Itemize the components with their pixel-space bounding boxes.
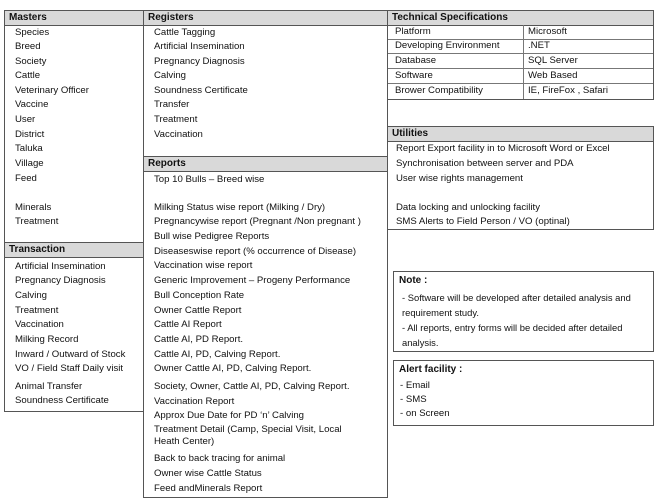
reports-item: Milking Status wise report (Milking / Dry) [154,202,326,213]
spec-value: Web Based [528,70,578,81]
masters-item: Vaccine [15,99,49,110]
reports-item: Feed andMinerals Report [154,483,263,494]
reports-item: Generic Improvement – Progeny Performance [154,275,351,286]
masters-item: Feed [15,173,37,184]
masters-item: Treatment [15,216,59,227]
reports-item: Owner Cattle Report [154,305,242,316]
masters-item: Cattle [15,70,41,81]
masters-item: User [15,114,36,125]
transaction-item: Vaccination [15,319,64,330]
table-row [388,54,653,69]
utilities-item: SMS Alerts to Field Person / VO (optinal) [396,216,570,227]
note-title: Note : [399,275,428,286]
note-panel [393,271,654,352]
reports-item: Pregnancywise report (Pregnant /Non pregnant ) [154,216,361,227]
utilities-item: Synchronisation between server and PDA [396,158,574,169]
registers-item: Cattle Tagging [154,27,216,38]
utilities-item: User wise rights management [396,173,523,184]
spec-value: IE, FireFox , Safari [528,85,608,96]
transaction-panel [4,242,144,412]
masters-item: Veterinary Officer [15,85,89,96]
reports-item: Cattle AI, PD Report. [154,334,244,345]
spec-label: Brower Compatibility [395,85,483,96]
reports-item: Treatment Detail (Camp, Special Visit, Local Heath Center) [154,424,342,447]
transaction-item: Pregnancy Diagnosis [15,275,106,286]
masters-item: Breed [15,41,41,52]
utilities-item: Data locking and unlocking facility [396,202,540,213]
reports-item: Owner wise Cattle Status [154,468,262,479]
transaction-item: Animal Transfer [15,381,83,392]
masters-header: Masters [5,11,143,26]
registers-item: Pregnancy Diagnosis [154,56,245,67]
reports-item: Vaccination Report [154,396,235,407]
registers-item: Soundness Certificate [154,85,248,96]
alert-item: - Email [400,380,430,391]
reports-item: Cattle AI Report [154,319,222,330]
note-line: - All reports, entry forms will be decided after detailed analysis. [402,322,623,348]
note-line: - Software will be developed after detailed analysis and requirement study. [402,292,631,318]
tech-specs-panel [387,10,654,100]
masters-item: Species [15,27,50,38]
transaction-item: Inward / Outward of Stock [15,349,126,360]
registers-item: Transfer [154,99,190,110]
alert-item: - SMS [400,394,427,405]
registers-item: Calving [154,70,186,81]
masters-item: Taluka [15,143,43,154]
reports-item: Back to back tracing for animal [154,453,286,464]
registers-item: Vaccination [154,129,203,140]
spec-label: Platform [395,26,431,37]
spec-value: .NET [528,40,550,51]
table-row [388,25,653,40]
masters-item: Society [15,56,47,67]
reports-item: Bull Conception Rate [154,290,245,301]
transaction-item: VO / Field Staff Daily visit [15,363,124,374]
transaction-header: Transaction [5,243,143,258]
alert-facility-panel [393,360,654,426]
utilities-header: Utilities [388,127,653,142]
spec-value: Microsoft [528,26,567,37]
registers-header: Registers [144,11,387,26]
spec-label: Developing Environment [395,40,500,51]
transaction-item: Artificial Insemination [15,261,106,272]
masters-item: District [15,129,45,140]
table-row [388,84,653,98]
masters-item: Village [15,158,44,169]
reports-item: Owner Cattle AI, PD, Calving Report. [154,363,312,374]
reports-item: Society, Owner, Cattle AI, PD, Calving Report. [154,381,350,392]
reports-item: Top 10 Bulls – Breed wise [154,174,265,185]
alert-item: - on Screen [400,408,450,419]
spec-value: SQL Server [528,55,578,66]
registers-panel [143,10,388,157]
reports-item: Vaccination wise report [154,260,253,271]
spec-label: Database [395,55,437,66]
transaction-item: Treatment [15,305,59,316]
masters-panel [4,10,144,243]
transaction-item: Calving [15,290,47,301]
table-row [388,39,653,54]
table-row [388,69,653,84]
tech-specs-table [388,25,653,99]
utilities-item: Report Export facility in to Microsoft Word or Excel [396,143,610,154]
spec-label: Software [395,70,433,81]
transaction-item: Soundness Certificate [15,395,109,406]
reports-header: Reports [144,157,387,172]
registers-item: Artificial Insemination [154,41,245,52]
reports-item: Cattle AI, PD, Calving Report. [154,349,281,360]
registers-item: Treatment [154,114,198,125]
reports-item: Approx Due Date for PD ‘n’ Calving [154,410,305,421]
reports-panel [143,156,388,498]
reports-item: Diseaseswise report (% occurrence of Disease) [154,246,357,257]
transaction-item: Milking Record [15,334,79,345]
tech-specs-header: Technical Specifications [388,11,653,26]
utilities-panel [387,126,654,230]
masters-item: Minerals [15,202,52,213]
reports-item: Bull wise Pedigree Reports [154,231,270,242]
alert-title: Alert facility : [399,364,463,375]
